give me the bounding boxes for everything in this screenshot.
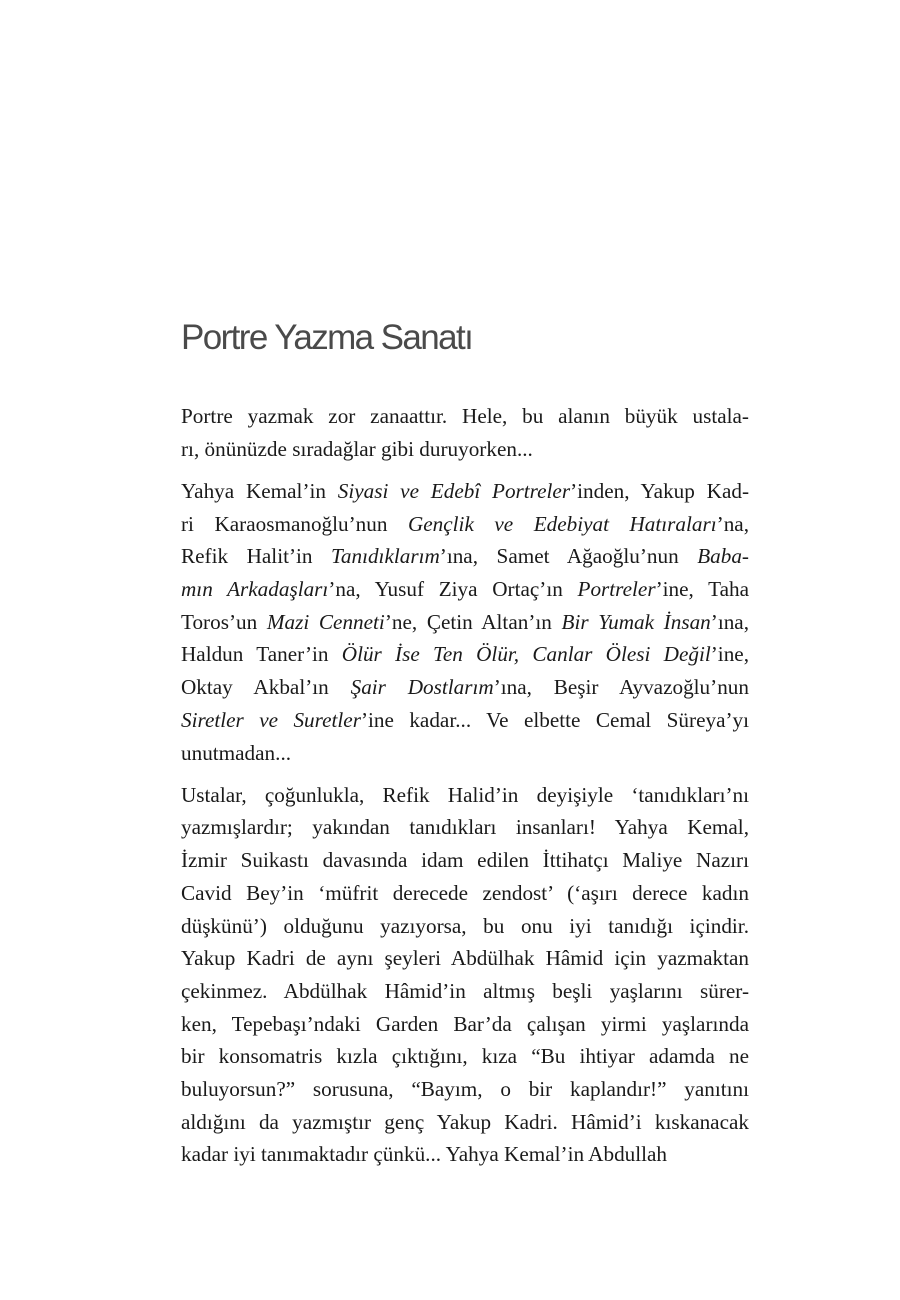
italic-book-title: Tanıdıklarım — [331, 544, 440, 569]
text-line — [181, 671, 749, 704]
text-line — [181, 540, 749, 573]
text-line — [181, 1040, 749, 1073]
text-segment: Ustalar, çoğunlukla, Refik Halid’in deyişiyle ‘tanıdıkları’nı — [181, 782, 749, 807]
text-line — [181, 737, 749, 770]
text-segment: ’ine kadar... Ve elbette Cemal Süreya’yı — [360, 707, 750, 732]
text-segment: İzmir Suikastı davasında idam edilen İttihatçı Maliye Nazırı — [181, 848, 749, 873]
text-segment: ri Karaosmanoğlu’nun — [181, 511, 408, 536]
text-segment: ’ine, Taha — [655, 577, 750, 602]
paragraph-1 — [181, 400, 749, 465]
text-line — [181, 1073, 749, 1106]
book-page — [181, 0, 749, 1300]
text-line — [181, 1106, 749, 1139]
text-line — [181, 573, 749, 606]
text-line — [181, 475, 749, 508]
text-segment: ’ına, Samet Ağaoğlu’nun — [439, 544, 698, 569]
text-segment: ’ne, Çetin Altan’ın — [384, 609, 562, 634]
italic-book-title: Ölür İse Ten Ölür, Canlar Ölesi Değil — [341, 642, 711, 667]
text-line — [181, 704, 749, 737]
text-line — [181, 910, 749, 943]
paragraph-3 — [181, 779, 749, 1171]
text-segment: Yakup Kadri de aynı şeyleri Abdülhak Hâmid için yazmaktan — [181, 946, 749, 971]
text-line — [181, 877, 749, 910]
text-segment: ’inden, Yakup Kad- — [570, 478, 750, 503]
text-segment: yazmışlardır; yakından tanıdıkları insanları! Yahya Kemal, — [181, 815, 749, 840]
text-line — [181, 606, 749, 639]
text-segment: Refik Halit’in — [181, 544, 332, 569]
text-segment: ’na, — [716, 511, 749, 536]
text-line — [181, 433, 749, 466]
text-segment: buluyorsun?” sorusuna, “Bayım, o bir kaplandır!” yanıtını — [181, 1077, 749, 1102]
italic-book-title: Siyasi ve Edebî Portreler — [337, 478, 571, 503]
text-segment: Haldun Taner’in — [181, 642, 342, 667]
text-line — [181, 779, 749, 812]
text-line — [181, 942, 749, 975]
italic-book-title: Şair Dostlarım — [350, 675, 494, 700]
text-segment: ’na, Yusuf Ziya Ortaç’ın — [328, 577, 578, 602]
text-line — [181, 508, 749, 541]
text-line — [181, 811, 749, 844]
text-line — [181, 1138, 749, 1171]
text-segment: Toros’un — [181, 609, 267, 634]
text-segment: Portre yazmak zor zanaattır. Hele, bu alanın büyük ustala- — [181, 404, 749, 428]
text-line — [181, 844, 749, 877]
text-line — [181, 975, 749, 1008]
italic-book-title: Baba- — [697, 544, 749, 569]
text-segment: çekinmez. Abdülhak Hâmid’in altmış beşli yaşlarını sürer- — [181, 978, 749, 1003]
text-line — [181, 1008, 749, 1041]
chapter-title: Portre Yazma Sanatı — [181, 318, 473, 357]
italic-book-title: Portreler — [577, 577, 656, 602]
text-segment: ’ına, — [710, 609, 750, 634]
text-segment: ken, Tepebaşı’ndaki Garden Bar’da çalışan yirmi yaşlarında — [181, 1011, 749, 1036]
italic-book-title: Gençlik ve Edebiyat Hatıraları — [407, 511, 717, 536]
text-segment: aldığını da yazmıştır genç Yakup Kadri. Hâmid’i kıskanacak — [181, 1109, 749, 1134]
text-line — [181, 400, 749, 433]
italic-book-title: Mazi Cenneti — [266, 609, 385, 634]
text-segment: düşkünü’) olduğunu yazıyorsa, bu onu iyi tanıdığı içindir. — [181, 913, 749, 938]
text-segment: ’ine, — [710, 642, 749, 667]
text-segment: kadar iyi tanımaktadır çünkü... Yahya Kemal’in Abdullah — [181, 1142, 668, 1167]
italic-book-title: mın Arkadaşları — [181, 577, 329, 602]
text-segment: unutmadan... — [181, 740, 292, 765]
text-segment: ’ına, Beşir Ayvazoğlu’nun — [493, 675, 749, 700]
italic-book-title: Siretler ve Suretler — [181, 707, 361, 732]
text-segment: Yahya Kemal’in — [181, 478, 338, 503]
text-segment: Oktay Akbal’ın — [181, 675, 351, 700]
text-segment: rı, önünüzde sıradağlar gibi duruyorken... — [181, 436, 533, 461]
text-segment: Cavid Bey’in ‘müfrit derecede zendost’ (‘aşırı derece kadın — [181, 880, 749, 905]
italic-book-title: Bir Yumak İnsan — [561, 609, 711, 634]
paragraph-2 — [181, 475, 749, 769]
text-line — [181, 638, 749, 671]
chapter-body — [181, 400, 749, 1181]
text-segment: bir konsomatris kızla çıktığını, kıza “Bu ihtiyar adamda ne — [181, 1044, 749, 1069]
